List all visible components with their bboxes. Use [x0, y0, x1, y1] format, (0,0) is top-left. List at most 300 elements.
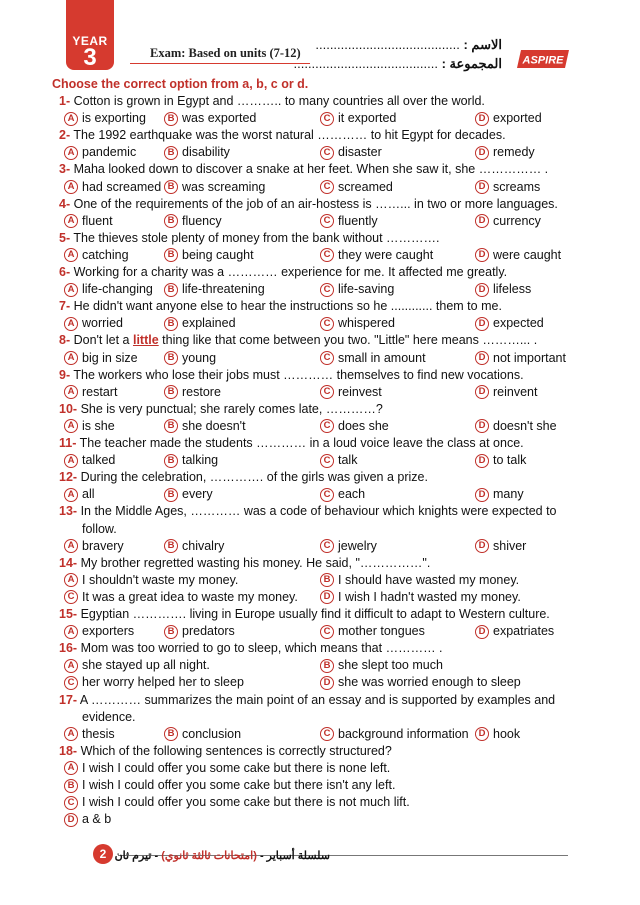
option-text: life-saving [338, 282, 395, 297]
option-text: explained [182, 316, 236, 331]
option-text: small in amount [338, 350, 426, 365]
option-letter-circle: A [64, 351, 78, 365]
question-number: 17- [59, 692, 78, 707]
question-stem [0, 401, 640, 418]
question-number: 12- [59, 470, 78, 485]
question-text-body: He didn't want anyone else to hear the instructions so he ............ them to me. [73, 299, 502, 314]
option-text: is she [82, 418, 115, 433]
option-text: young [182, 350, 217, 365]
option-text: I wish I hadn't wasted my money. [338, 589, 521, 604]
question-stem [0, 93, 640, 110]
option[interactable] [320, 538, 377, 555]
option-letter-circle: A [64, 659, 78, 673]
option[interactable] [320, 384, 382, 401]
option-letter-circle: B [164, 539, 178, 553]
question-stem [0, 127, 640, 144]
option-text: every [182, 487, 213, 502]
aspire-logo [517, 48, 573, 70]
question-text [59, 743, 392, 760]
footer-term: - تيرم ثان [114, 850, 159, 862]
option-text: chivalry [182, 538, 225, 553]
question-stem-continued [0, 709, 640, 726]
option-letter-circle: C [320, 146, 334, 160]
option-letter-circle: D [475, 112, 489, 126]
option-letter-circle: B [320, 659, 334, 673]
option-text: is exporting [82, 111, 146, 126]
option[interactable] [64, 179, 161, 196]
option-letter-circle: C [320, 454, 334, 468]
options-row [0, 350, 640, 367]
option-letter-circle: C [320, 317, 334, 331]
option-text: reinvent [493, 384, 538, 399]
option-letter-circle: D [475, 214, 489, 228]
question-text-body: The workers who lose their jobs must ………… themselves to find new vocations. [73, 367, 524, 382]
question-number: 2- [59, 128, 71, 143]
options-row [0, 144, 640, 161]
option[interactable] [320, 418, 389, 435]
option-text: she doesn't [182, 418, 246, 433]
options-row [0, 247, 640, 264]
question-number: 5- [59, 230, 71, 245]
option[interactable] [64, 760, 390, 777]
option[interactable] [64, 589, 298, 606]
option[interactable] [320, 657, 443, 674]
question-text [59, 298, 502, 315]
student-name-field[interactable] [315, 37, 502, 53]
option[interactable] [164, 538, 224, 555]
option[interactable] [64, 811, 111, 828]
option[interactable] [164, 384, 221, 401]
options-row [0, 179, 640, 196]
question-text-body: The thieves stole plenty of money from the bank without …………. [73, 230, 440, 245]
question-number: 10- [59, 401, 78, 416]
option-text: pandemic [82, 145, 137, 160]
option-text: each [338, 487, 366, 502]
option[interactable] [320, 110, 396, 127]
page-number: 2 [93, 844, 113, 864]
options-row [0, 623, 640, 640]
question-text-body: One of the requirements of the job of an air-hostess is ……... in two or more languages. [73, 196, 558, 211]
option[interactable] [164, 179, 265, 196]
exam-title-underline [130, 63, 310, 64]
option-text: had screamed [82, 179, 162, 194]
option-letter-circle: A [64, 283, 78, 297]
option[interactable] [64, 777, 395, 794]
option-text: I wish I could offer you some cake but there isn't any left. [82, 778, 396, 792]
option-text: expected [493, 316, 544, 331]
logo-text: ASPIRE [522, 54, 564, 67]
option-letter-circle: C [320, 112, 334, 126]
question-text [59, 93, 485, 110]
option-letter-circle: A [64, 385, 78, 399]
option-letter-circle: D [320, 676, 334, 690]
option-text: they were caught [338, 247, 434, 262]
options-row [0, 315, 640, 332]
option[interactable] [164, 213, 222, 230]
question-text-continued: evidence. [82, 709, 136, 724]
question-text [59, 435, 524, 452]
option-text: shiver [493, 538, 527, 553]
option-letter-circle: A [64, 317, 78, 331]
option-letter-circle: D [475, 625, 489, 639]
question-number: 14- [59, 555, 78, 570]
option[interactable] [475, 486, 524, 503]
option-letter-circle: B [164, 317, 178, 331]
question-stem [0, 367, 640, 384]
question-text-body: She is very punctual; she rarely comes late, …………? [80, 401, 383, 416]
option-letter-circle: B [164, 146, 178, 160]
option-text: hook [493, 726, 521, 741]
options-row [0, 777, 640, 794]
option-text: talking [182, 453, 219, 468]
question-text [59, 127, 506, 144]
name-label: الاسم : [463, 37, 502, 52]
option[interactable] [64, 213, 113, 230]
question-text [59, 555, 430, 572]
question-text [59, 401, 383, 418]
option[interactable] [475, 538, 526, 555]
option[interactable] [64, 281, 153, 298]
option-text: restart [82, 384, 118, 399]
option-letter-circle: A [64, 539, 78, 553]
option-text: big in size [82, 350, 138, 365]
options-row [0, 486, 640, 503]
option-text: predators [182, 624, 235, 639]
option[interactable] [475, 452, 526, 469]
options-row [0, 657, 640, 674]
option-text: remedy [493, 145, 535, 160]
option-letter-circle: A [64, 180, 78, 194]
option[interactable] [475, 384, 537, 401]
question-stem-continued [0, 521, 640, 538]
option[interactable] [164, 315, 236, 332]
options-row [0, 110, 640, 127]
footer-series-highlight: (امتحانات ثالثة ثانوي) [161, 850, 257, 862]
option-text: doesn't she [493, 418, 557, 433]
option[interactable] [164, 144, 230, 161]
option-letter-circle: B [164, 625, 178, 639]
option-letter-circle: B [164, 180, 178, 194]
option-text: disability [182, 145, 230, 160]
option-text: was exported [182, 111, 257, 126]
option-letter-circle: C [320, 180, 334, 194]
option-letter-circle: D [475, 419, 489, 433]
question-text-body: In the Middle Ages, ………… was a code of behaviour which knights were expected to [80, 504, 557, 519]
option[interactable] [320, 350, 426, 367]
options-row [0, 384, 640, 401]
option[interactable] [475, 179, 540, 196]
option[interactable] [64, 486, 95, 503]
option-text: was screaming [182, 179, 266, 194]
option[interactable] [64, 538, 124, 555]
question-stem [0, 743, 640, 760]
option-letter-circle: B [164, 283, 178, 297]
option-text: does she [338, 418, 389, 433]
question-stem [0, 435, 640, 452]
option[interactable] [164, 623, 235, 640]
option[interactable] [475, 247, 561, 264]
option-letter-circle: C [320, 419, 334, 433]
question-number: 16- [59, 641, 78, 656]
option[interactable] [64, 572, 238, 589]
option[interactable] [320, 589, 521, 606]
question-text-part: Don't let a [73, 333, 133, 348]
option[interactable] [164, 281, 265, 298]
question-text-body: The teacher made the students ………… in a loud voice leave the class at once. [79, 436, 524, 450]
option-text: screams [493, 179, 541, 194]
option[interactable] [64, 794, 410, 811]
year-badge [66, 0, 114, 70]
options-row [0, 674, 640, 691]
option-letter-circle: B [164, 385, 178, 399]
options-row [0, 811, 640, 828]
options-row [0, 589, 640, 606]
question-stem [0, 692, 640, 709]
option-text: disaster [338, 145, 382, 160]
question-text [59, 161, 548, 178]
question-text-body: Cotton is grown in Egypt and ……….. to many countries all over the world. [73, 94, 485, 108]
option-letter-circle: C [320, 248, 334, 262]
option-text: life-threatening [182, 282, 265, 297]
question-text [59, 230, 440, 247]
question-text-body: Which of the following sentences is correctly structured? [80, 743, 392, 758]
option[interactable] [475, 623, 554, 640]
option[interactable] [320, 144, 382, 161]
options-row [0, 794, 640, 811]
option-text: I wish I could offer you some cake but there is not much lift. [82, 795, 410, 810]
option[interactable] [64, 110, 146, 127]
option-text: she slept too much [338, 658, 443, 673]
option-text: it exported [338, 111, 397, 126]
option-text: being caught [182, 247, 254, 262]
option-letter-circle: A [64, 146, 78, 160]
options-row [0, 760, 640, 777]
option-letter-circle: C [320, 625, 334, 639]
option[interactable] [164, 418, 246, 435]
option[interactable] [64, 144, 136, 161]
option-letter-circle: C [64, 676, 78, 690]
option-letter-circle: D [475, 180, 489, 194]
option-letter-circle: C [320, 539, 334, 553]
question-text [59, 503, 557, 520]
option-letter-circle: A [64, 727, 78, 741]
option[interactable] [164, 247, 254, 264]
option-letter-circle: C [320, 488, 334, 502]
option-text: talk [338, 453, 358, 468]
option-text: restore [182, 384, 221, 399]
option-letter-circle: B [64, 779, 78, 793]
option-letter-circle: B [164, 454, 178, 468]
option[interactable] [164, 726, 241, 743]
question-text [59, 367, 524, 384]
question-number: 13- [59, 504, 78, 519]
option[interactable] [164, 486, 213, 503]
question-text-body: Egyptian …………. living in Europe usually find it difficult to adapt to Western culture. [80, 607, 550, 621]
option[interactable] [320, 213, 378, 230]
option-text: currency [493, 213, 541, 228]
question-stem [0, 555, 640, 572]
question-text [59, 606, 550, 623]
underlined-word: little [132, 333, 159, 348]
option-letter-circle: D [475, 727, 489, 741]
option[interactable] [475, 315, 544, 332]
option-letter-circle: A [64, 419, 78, 433]
option[interactable] [64, 315, 123, 332]
question-stem [0, 196, 640, 213]
option-letter-circle: D [475, 317, 489, 331]
question-text-body: During the celebration, …………. of the girls was given a prize. [80, 470, 428, 485]
question-text-body: My brother regretted wasting his money. He said, "……………". [80, 555, 431, 570]
option[interactable] [320, 315, 395, 332]
option-text: life-changing [82, 282, 153, 297]
option[interactable] [475, 213, 541, 230]
year-label: YEAR [72, 34, 108, 48]
option-letter-circle: A [64, 488, 78, 502]
option-letter-circle: D [475, 488, 489, 502]
year-number: 3 [83, 44, 97, 71]
options-row [0, 538, 640, 555]
option[interactable] [64, 247, 129, 264]
option-letter-circle: C [320, 727, 334, 741]
option-letter-circle: A [64, 112, 78, 126]
options-row [0, 726, 640, 743]
option[interactable] [164, 110, 256, 127]
question-stem [0, 469, 640, 486]
option[interactable] [475, 144, 535, 161]
option[interactable] [475, 110, 542, 127]
option-letter-circle: B [164, 214, 178, 228]
option-letter-circle: B [164, 727, 178, 741]
option-text: It was a great idea to waste my money. [82, 589, 298, 604]
option[interactable] [320, 674, 521, 691]
option[interactable] [64, 418, 115, 435]
option-text: I shouldn't waste my money. [82, 572, 239, 587]
options-row [0, 281, 640, 298]
option[interactable] [320, 179, 393, 196]
option-letter-circle: C [320, 385, 334, 399]
option-letter-circle: B [164, 351, 178, 365]
option-text: exporters [82, 624, 135, 639]
option[interactable] [64, 726, 115, 743]
option-text: whispered [338, 316, 395, 331]
option-text: screamed [338, 179, 393, 194]
option-text: reinvest [338, 384, 382, 399]
option[interactable] [320, 726, 469, 743]
option-letter-circle: D [475, 351, 489, 365]
options-row [0, 418, 640, 435]
option[interactable] [320, 486, 365, 503]
option-text: not important [493, 350, 566, 365]
option[interactable] [320, 281, 394, 298]
option-letter-circle: C [320, 351, 334, 365]
option-text: many [493, 487, 524, 502]
option[interactable] [164, 452, 218, 469]
option[interactable] [164, 350, 216, 367]
question-text-body: Working for a charity was a ………… experience for me. It affected me greatly. [73, 265, 508, 279]
option-text: talked [82, 453, 116, 468]
question-stem [0, 161, 640, 178]
option[interactable] [320, 623, 425, 640]
question-stem [0, 332, 640, 349]
footer-series: سلسلة أسباير - [259, 850, 330, 862]
group-label: المجموعة : [441, 56, 502, 71]
footer-series-text [115, 849, 330, 862]
option[interactable] [64, 623, 134, 640]
question-number: 9- [59, 367, 71, 382]
options-row [0, 452, 640, 469]
option-text: mother tongues [338, 624, 425, 639]
question-number: 15- [59, 607, 78, 621]
options-row [0, 213, 640, 230]
question-text-body: The 1992 earthquake was the worst natural ………… to hit Egypt for decades. [73, 128, 506, 143]
option-text: fluently [338, 213, 378, 228]
option[interactable] [64, 674, 244, 691]
option-letter-circle: D [320, 590, 334, 604]
option[interactable] [64, 350, 138, 367]
question-number: 11- [59, 436, 77, 450]
instructions: Choose the correct option from a, b, c or d. [52, 77, 309, 91]
option[interactable] [475, 281, 531, 298]
question-text [59, 469, 428, 486]
option[interactable] [475, 726, 520, 743]
student-group-field[interactable] [294, 56, 503, 72]
option[interactable] [64, 384, 117, 401]
option-letter-circle: A [64, 625, 78, 639]
option[interactable] [475, 418, 557, 435]
option-letter-circle: B [320, 573, 334, 587]
option-text: expatriates [493, 624, 555, 639]
option[interactable] [64, 657, 210, 674]
option-letter-circle: B [164, 112, 178, 126]
question-number: 1- [59, 94, 71, 108]
option-text: conclusion [182, 726, 242, 741]
question-text-continued: follow. [82, 521, 117, 536]
option[interactable] [320, 572, 519, 589]
option-text: background information [338, 726, 469, 741]
option-letter-circle: A [64, 248, 78, 262]
option[interactable] [320, 452, 357, 469]
option[interactable] [64, 452, 115, 469]
option-letter-circle: C [320, 283, 334, 297]
option-text: were caught [493, 247, 562, 262]
question-number: 3- [59, 162, 71, 177]
option-letter-circle: B [164, 488, 178, 502]
option[interactable] [320, 247, 433, 264]
option[interactable] [475, 350, 566, 367]
option-letter-circle: D [475, 385, 489, 399]
question-text-body: A ………… summarizes the main point of an essay and is supported by examples and [79, 692, 556, 707]
question-text [59, 640, 443, 657]
option-text: a & b [82, 812, 112, 827]
option-text: jewelry [338, 538, 377, 553]
option-text: she was worried enough to sleep [338, 675, 521, 690]
option-letter-circle: D [475, 146, 489, 160]
option-text: fluency [182, 213, 222, 228]
option-text: she stayed up all night. [82, 658, 210, 673]
option-text: her worry helped her to sleep [82, 675, 244, 690]
question-stem [0, 640, 640, 657]
option-letter-circle: C [320, 214, 334, 228]
option-letter-circle: A [64, 573, 78, 587]
option-text: thesis [82, 726, 115, 741]
question-text [59, 196, 558, 213]
question-number: 18- [59, 743, 78, 758]
question-text [59, 264, 507, 281]
option-letter-circle: D [475, 539, 489, 553]
option-text: catching [82, 247, 129, 262]
question-number: 4- [59, 196, 71, 211]
question-text [59, 692, 555, 709]
